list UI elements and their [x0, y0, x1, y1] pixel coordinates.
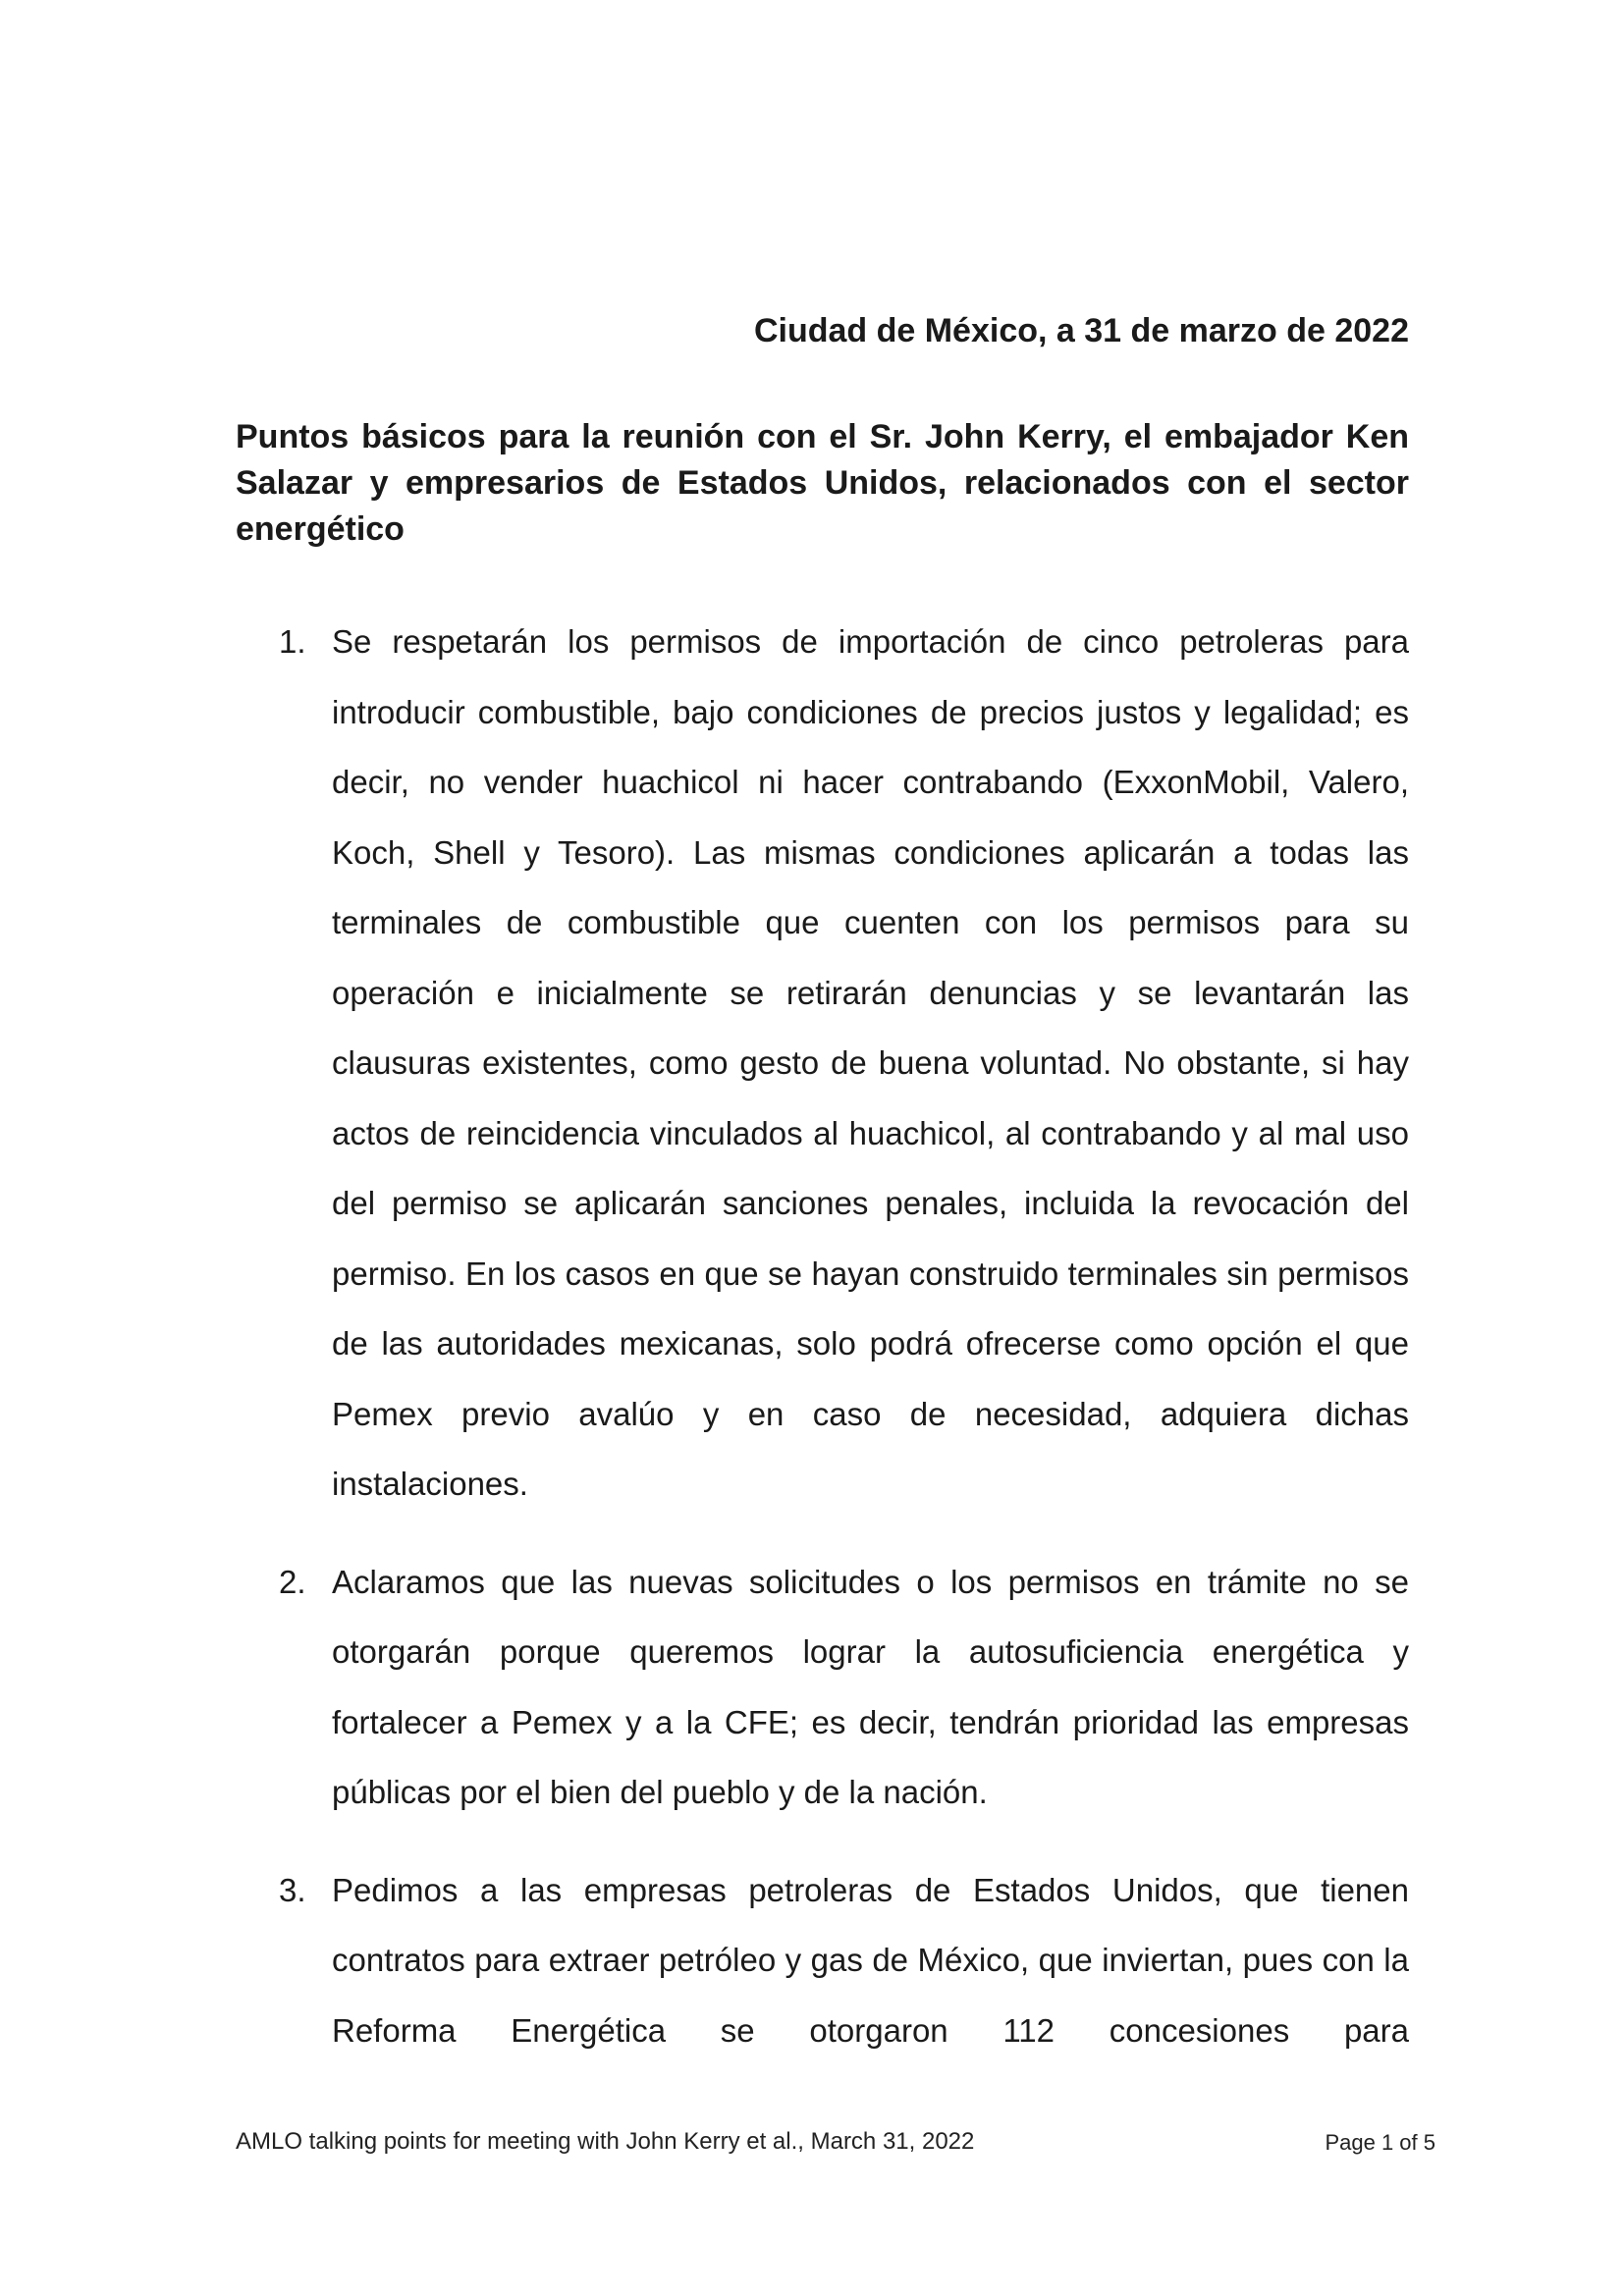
- point-text: Pedimos a las empresas petroleras de Estados Unidos, que tienen contratos para extraer petróleo y gas de México, que inviertan, pues con la Reforma Energética se otorgaron 112 concesiones para: [332, 1871, 1409, 2049]
- document-title: Puntos básicos para la reunión con el Sr. John Kerry, el embajador Ken Salazar y empresarios de Estados Unidos, relacionados con el sector energético: [236, 418, 1409, 548]
- point-number: 1.: [279, 623, 306, 660]
- footer-caption: AMLO talking points for meeting with John Kerry et al., March 31, 2022: [236, 2128, 975, 2155]
- page-number: Page 1 of 5: [1325, 2130, 1435, 2155]
- point-item: [236, 1547, 1409, 1828]
- point-text: Se respetarán los permisos de importación de cinco petroleras para introducir combustible, bajo condiciones de precios justos y legalidad; es decir, no vender huachicol ni hacer contrabando (ExxonMobil, Valero, Koch, Shell y Tesoro). Las mismas condiciones aplicarán a todas las terminales de combustible que cuenten con los permisos para su operación e inicialmente se retirarán denuncias y se levantarán las clausuras existentes, como gesto de buena voluntad. No obstante, si hay actos de reincidencia vinculados al huachicol, al contrabando y al mal uso del permiso se aplicarán sanciones penales, incluida la revocación del permiso. En los casos en que se hayan construido terminales sin permisos de las autoridades mexicanas, solo podrá ofrecerse como opción el que Pemex previo avalúo y en caso de necesidad, adquiera dichas instalaciones.: [332, 623, 1409, 1502]
- point-text: Aclaramos que las nuevas solicitudes o los permisos en trámite no se otorgarán porque queremos lograr la autosuficiencia energética y fortalecer a Pemex y a la CFE; es decir, tendrán prioridad las empresas públicas por el bien del pueblo y de la nación.: [332, 1563, 1409, 1810]
- point-item: [236, 1855, 1409, 2066]
- points-list: [236, 607, 1409, 2094]
- point-item: [236, 607, 1409, 1520]
- point-number: 3.: [279, 1871, 306, 1908]
- date-line: Ciudad de México, a 31 de marzo de 2022: [753, 312, 1409, 349]
- point-number: 2.: [279, 1563, 306, 1600]
